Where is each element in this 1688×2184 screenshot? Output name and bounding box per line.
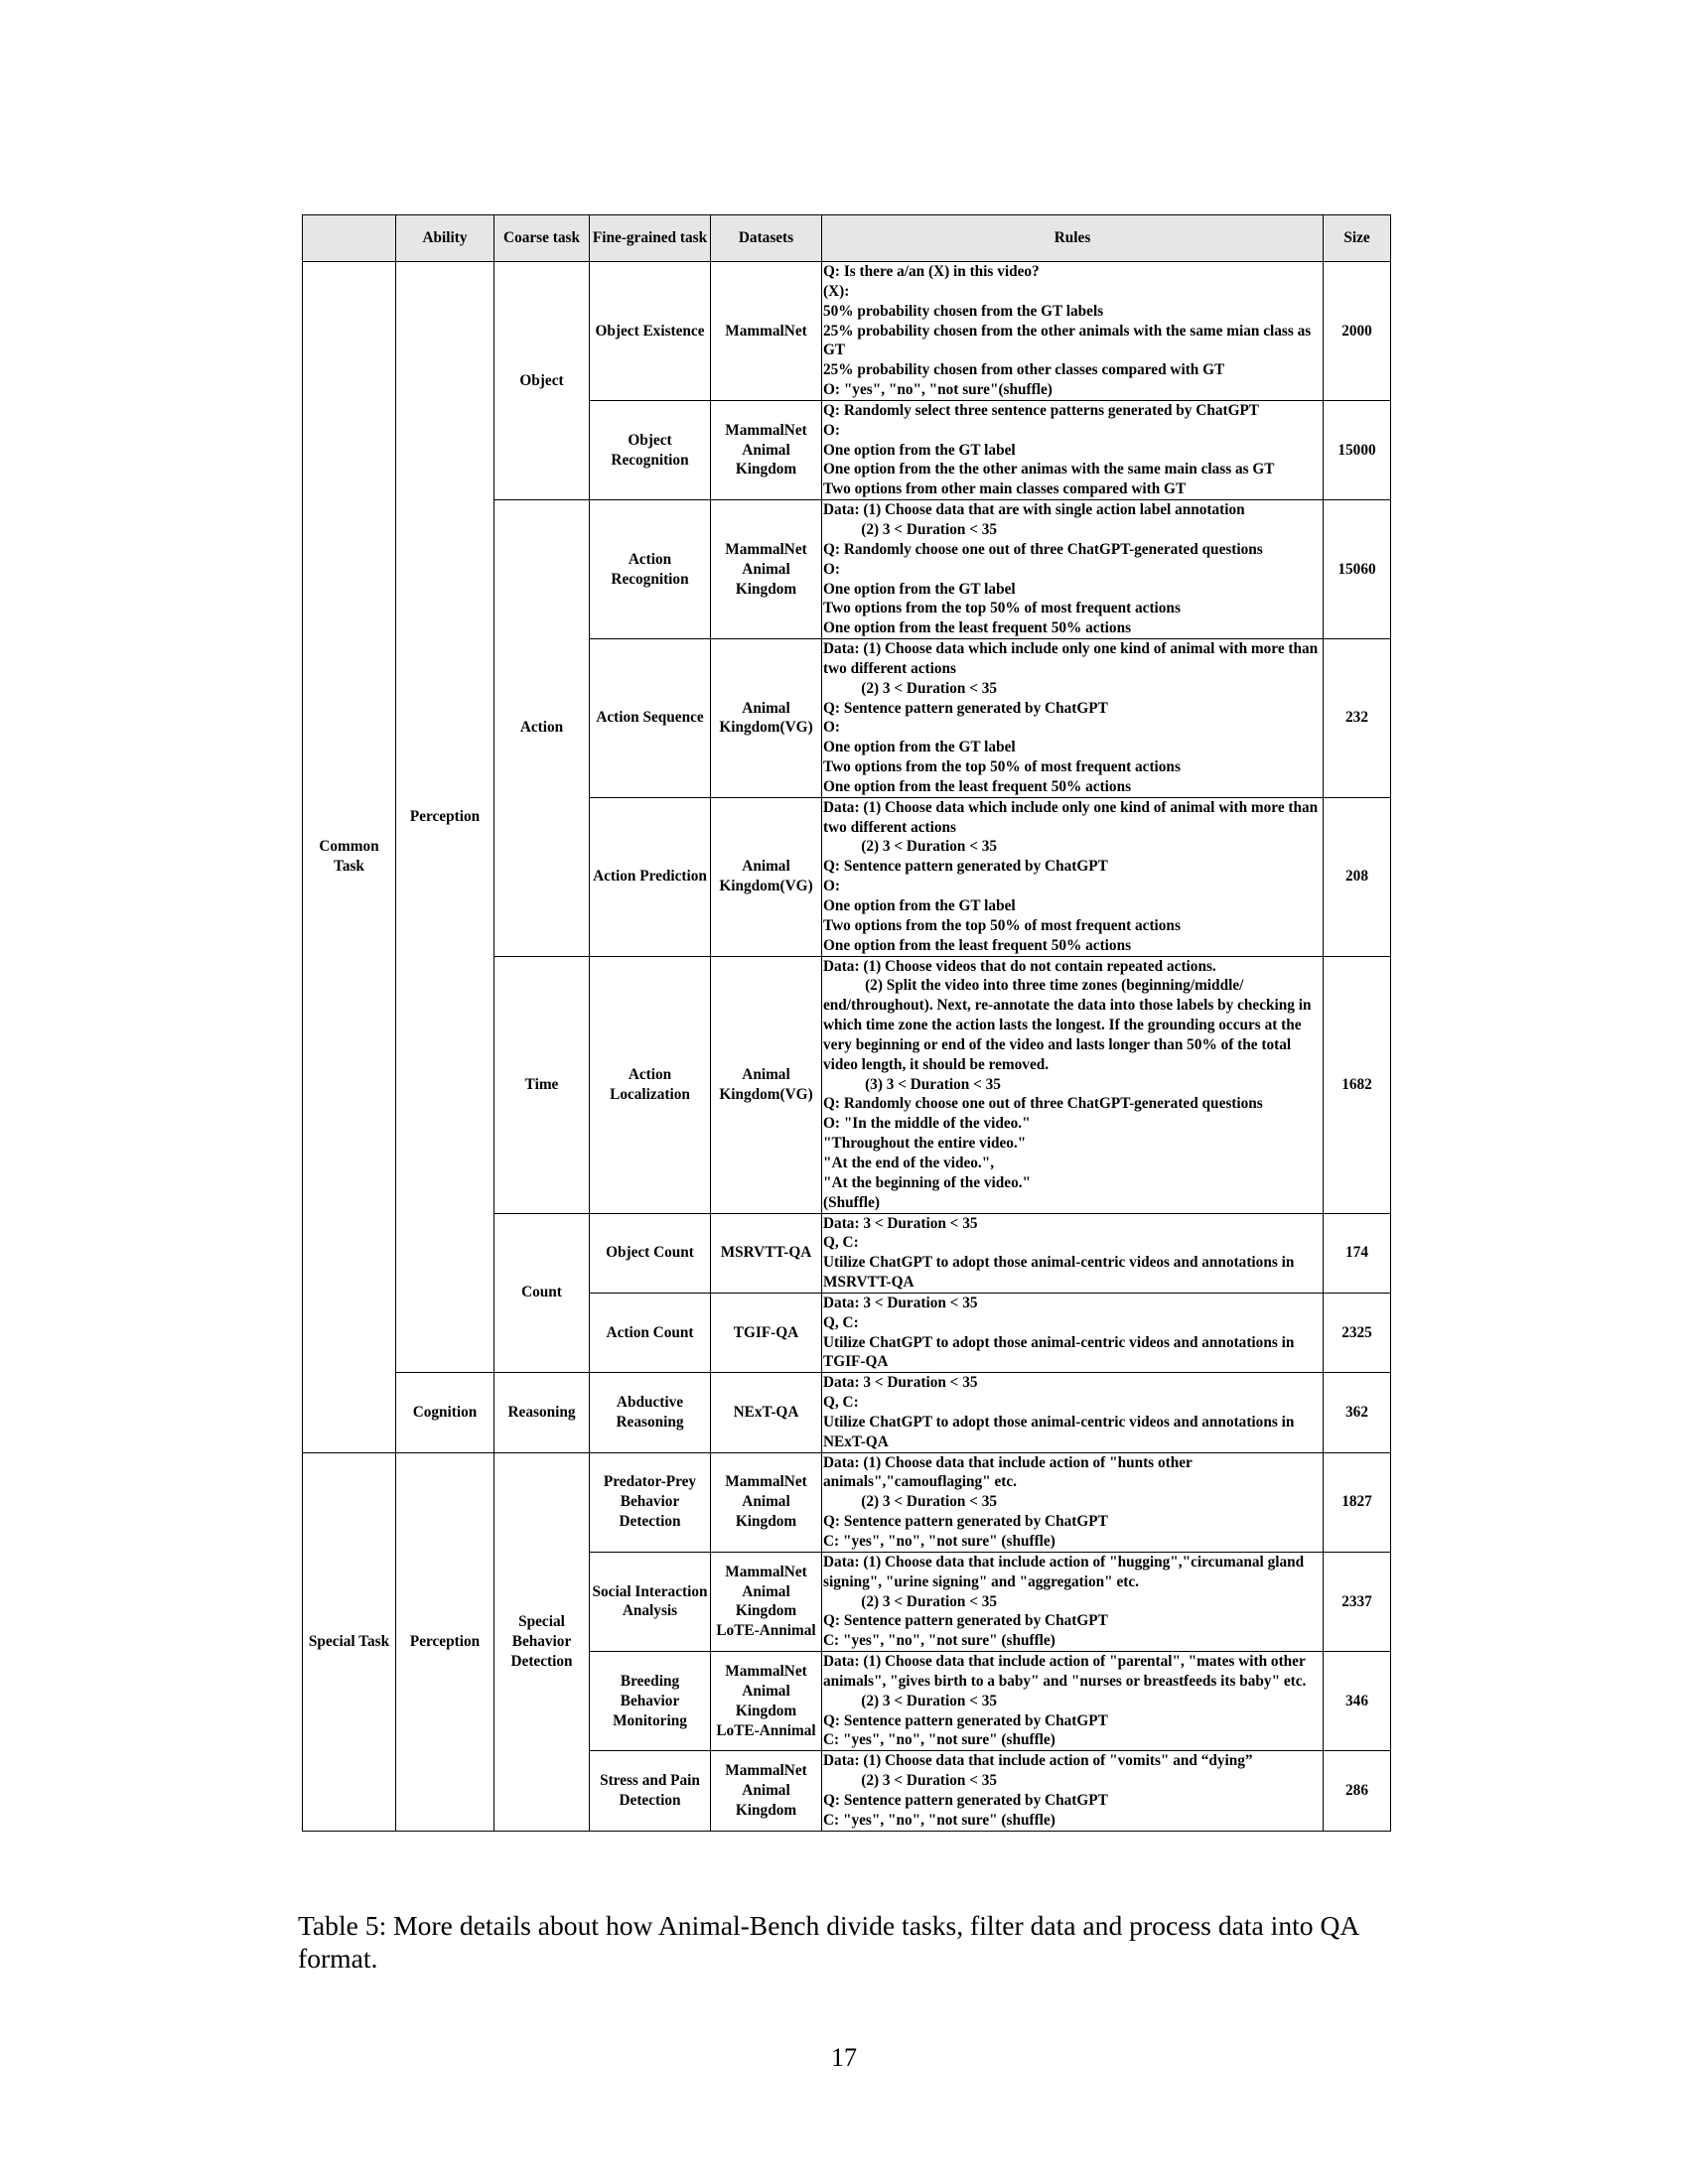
rule-line: Data: (1) Choose data that include action of "parental", "mates with other animals", "gives birth to a baby" and "nurses or breastfeeds its baby" etc. bbox=[823, 1653, 1310, 1690]
datasets-cell: NExT-QA bbox=[711, 1373, 822, 1452]
header-cell: Rules bbox=[822, 215, 1324, 262]
rules-cell bbox=[822, 639, 1324, 798]
fine-grained-task-cell: Action Count bbox=[590, 1293, 711, 1372]
rules-cell bbox=[822, 1652, 1324, 1751]
fine-grained-task-cell: Action Sequence bbox=[590, 639, 711, 798]
rule-line: Data: (1) Choose videos that do not contain repeated actions. bbox=[823, 957, 1216, 975]
rule-line: Utilize ChatGPT to adopt those animal-centric videos and annotations in TGIF-QA bbox=[823, 1333, 1298, 1371]
rule-line: Q: Is there a/an (X) in this video? bbox=[823, 263, 1040, 280]
rule-line: Two options from the top 50% of most frequent actions bbox=[823, 916, 1181, 934]
rules-cell bbox=[822, 1373, 1324, 1452]
size-cell: 208 bbox=[1324, 797, 1391, 956]
rule-line: Data: 3 < Duration < 35 bbox=[823, 1214, 978, 1232]
rule-line: "Throughout the entire video." bbox=[823, 1135, 1027, 1153]
header-cell: Fine-grained task bbox=[590, 215, 711, 262]
rules-cell bbox=[822, 500, 1324, 639]
fine-grained-task-cell: Action Recognition bbox=[590, 500, 711, 639]
rule-line: One option from the GT label bbox=[823, 580, 1016, 598]
rule-line: Data: (1) Choose data that include action of "vomits" and “dying” bbox=[823, 1752, 1253, 1770]
rule-line: Q, C: bbox=[823, 1394, 859, 1412]
rule-line: Q: Sentence pattern generated by ChatGPT bbox=[823, 1612, 1108, 1630]
coarse-task-cell: Special Behavior Detection bbox=[494, 1452, 590, 1831]
rule-line: Q: Sentence pattern generated by ChatGPT bbox=[823, 1791, 1108, 1809]
rule-line: Q: Sentence pattern generated by ChatGPT bbox=[823, 1711, 1108, 1729]
rules-cell bbox=[822, 1452, 1324, 1552]
datasets-cell: MammalNet Animal Kingdom LoTE-Annimal bbox=[711, 1652, 822, 1751]
rule-line: (2) 3 < Duration < 35 bbox=[823, 679, 998, 697]
header-row bbox=[303, 215, 1391, 262]
rule-line: 25% probability chosen from the other animals with the same mian class as GT bbox=[823, 322, 1316, 359]
header-cell: Datasets bbox=[711, 215, 822, 262]
rules-cell bbox=[822, 400, 1324, 499]
rule-line: One option from the the other animas with the same main class as GT bbox=[823, 461, 1275, 478]
rule-line: Data: 3 < Duration < 35 bbox=[823, 1374, 978, 1392]
size-cell: 2000 bbox=[1324, 262, 1391, 401]
fine-grained-task-cell: Predator-Prey Behavior Detection bbox=[590, 1452, 711, 1552]
datasets-cell: MammalNet Animal Kingdom bbox=[711, 1751, 822, 1831]
rule-line: C: "yes", "no", "not sure" (shuffle) bbox=[823, 1731, 1055, 1749]
rule-line: Q, C: bbox=[823, 1234, 859, 1252]
size-cell: 174 bbox=[1324, 1213, 1391, 1293]
rule-line: O: bbox=[823, 878, 840, 895]
ability-cell: Cognition bbox=[396, 1373, 494, 1452]
rule-line: Q: Sentence pattern generated by ChatGPT bbox=[823, 699, 1108, 717]
table-body bbox=[303, 262, 1391, 1832]
table-row bbox=[303, 1373, 1391, 1452]
fine-grained-task-cell: Object Count bbox=[590, 1213, 711, 1293]
datasets-cell: MammalNet Animal Kingdom bbox=[711, 1452, 822, 1552]
table-row bbox=[303, 1452, 1391, 1552]
rule-line: Q, C: bbox=[823, 1313, 859, 1331]
rule-line: One option from the least frequent 50% actions bbox=[823, 777, 1132, 795]
datasets-cell: TGIF-QA bbox=[711, 1293, 822, 1372]
fine-grained-task-cell: Breeding Behavior Monitoring bbox=[590, 1652, 711, 1751]
header-cell: Ability bbox=[396, 215, 494, 262]
rule-line: One option from the GT label bbox=[823, 739, 1016, 756]
details-table bbox=[302, 214, 1391, 1832]
rule-line: 25% probability chosen from other classes compared with GT bbox=[823, 361, 1225, 379]
rule-line: (2) 3 < Duration < 35 bbox=[823, 1692, 998, 1709]
size-cell: 2337 bbox=[1324, 1552, 1391, 1651]
size-cell: 1682 bbox=[1324, 956, 1391, 1213]
rule-line: One option from the least frequent 50% actions bbox=[823, 619, 1132, 637]
rules-cell bbox=[822, 262, 1324, 401]
rule-line: Two options from other main classes compared with GT bbox=[823, 480, 1187, 498]
rule-line: Q: Randomly choose one out of three ChatGPT-generated questions bbox=[823, 1095, 1263, 1113]
rules-cell bbox=[822, 1293, 1324, 1372]
fine-grained-task-cell: Object Existence bbox=[590, 262, 711, 401]
datasets-cell: MammalNet Animal Kingdom bbox=[711, 400, 822, 499]
rule-line: (2) 3 < Duration < 35 bbox=[823, 838, 998, 856]
size-cell: 286 bbox=[1324, 1751, 1391, 1831]
rule-line: One option from the GT label bbox=[823, 897, 1016, 914]
rules-cell bbox=[822, 797, 1324, 956]
rule-line: (2) 3 < Duration < 35 bbox=[823, 520, 998, 538]
size-cell: 362 bbox=[1324, 1373, 1391, 1452]
datasets-cell: MammalNet Animal Kingdom LoTE-Annimal bbox=[711, 1552, 822, 1651]
table-row bbox=[303, 262, 1391, 401]
header-cell bbox=[303, 215, 396, 262]
rule-line: Data: 3 < Duration < 35 bbox=[823, 1294, 978, 1311]
rule-line: Utilize ChatGPT to adopt those animal-centric videos and annotations in NExT-QA bbox=[823, 1413, 1299, 1450]
datasets-cell: MammalNet bbox=[711, 262, 822, 401]
rule-line: Q: Sentence pattern generated by ChatGPT bbox=[823, 1513, 1108, 1531]
rule-line: Q: Randomly choose one out of three ChatGPT-generated questions bbox=[823, 540, 1263, 558]
rule-line: (3) 3 < Duration < 35 bbox=[823, 1075, 1001, 1093]
datasets-cell: Animal Kingdom(VG) bbox=[711, 797, 822, 956]
rule-line: Two options from the top 50% of most frequent actions bbox=[823, 758, 1181, 776]
rule-line: Two options from the top 50% of most frequent actions bbox=[823, 600, 1181, 617]
rules-cell bbox=[822, 956, 1324, 1213]
rule-line: (Shuffle) bbox=[823, 1193, 880, 1211]
coarse-task-cell: Object bbox=[494, 262, 590, 500]
rule-line: Q: Randomly select three sentence patterns generated by ChatGPT bbox=[823, 401, 1260, 419]
rule-line: O: bbox=[823, 560, 840, 578]
rule-line: (2) 3 < Duration < 35 bbox=[823, 1772, 998, 1790]
rule-line: Data: (1) Choose data that include action of "hugging","circumanal gland signing", "urine signing" and "aggregation" etc. bbox=[823, 1553, 1308, 1590]
rule-line: O: "In the middle of the video." bbox=[823, 1115, 1031, 1133]
rule-line: (2) Split the video into three time zones (beginning/middle/ end/throughout). Next, re-annotate the data into those labels by checking in which time zone the action lasts the longest. If the grounding occurs at the very beginning or end of the video and lasts longer than 50% of the total video length, it should be removed. bbox=[823, 977, 1316, 1073]
rule-line: Q: Sentence pattern generated by ChatGPT bbox=[823, 858, 1108, 876]
fine-grained-task-cell: Stress and Pain Detection bbox=[590, 1751, 711, 1831]
table-caption: Table 5: More details about how Animal-Bench divide tasks, filter data and process data into QA format. bbox=[298, 1910, 1358, 1974]
rules-cell bbox=[822, 1751, 1324, 1831]
task-group-cell: Common Task bbox=[303, 262, 396, 1453]
rule-line: Data: (1) Choose data that include action of "hunts other animals","camouflaging" etc. bbox=[823, 1453, 1196, 1491]
rule-line: 50% probability chosen from the GT labels bbox=[823, 302, 1104, 320]
fine-grained-task-cell: Abductive Reasoning bbox=[590, 1373, 711, 1452]
rule-line: O: bbox=[823, 719, 840, 737]
size-cell: 15000 bbox=[1324, 400, 1391, 499]
rule-line: (2) 3 < Duration < 35 bbox=[823, 1493, 998, 1511]
rule-line: C: "yes", "no", "not sure" (shuffle) bbox=[823, 1811, 1055, 1829]
rule-line: One option from the least frequent 50% actions bbox=[823, 936, 1132, 954]
rule-line: C: "yes", "no", "not sure" (shuffle) bbox=[823, 1533, 1055, 1550]
rule-line: Utilize ChatGPT to adopt those animal-centric videos and annotations in MSRVTT-QA bbox=[823, 1254, 1299, 1292]
rule-line: Data: (1) Choose data which include only one kind of animal with more than two different actions bbox=[823, 798, 1323, 836]
rules-cell bbox=[822, 1213, 1324, 1293]
header-cell: Size bbox=[1324, 215, 1391, 262]
task-group-cell: Special Task bbox=[303, 1452, 396, 1831]
header-cell: Coarse task bbox=[494, 215, 590, 262]
datasets-cell: Animal Kingdom(VG) bbox=[711, 639, 822, 798]
ability-cell: Perception bbox=[396, 262, 494, 1373]
ability-cell: Perception bbox=[396, 1452, 494, 1831]
page-number: 17 bbox=[831, 2043, 857, 2072]
size-cell: 2325 bbox=[1324, 1293, 1391, 1372]
rule-line: O: bbox=[823, 421, 840, 439]
coarse-task-cell: Time bbox=[494, 956, 590, 1213]
coarse-task-cell: Count bbox=[494, 1213, 590, 1373]
datasets-cell: MammalNet Animal Kingdom bbox=[711, 500, 822, 639]
fine-grained-task-cell: Object Recognition bbox=[590, 400, 711, 499]
rule-line: Data: (1) Choose data that are with single action label annotation bbox=[823, 501, 1245, 519]
rule-line: C: "yes", "no", "not sure" (shuffle) bbox=[823, 1632, 1055, 1650]
rule-line: "At the end of the video.", bbox=[823, 1154, 995, 1171]
rule-line: One option from the GT label bbox=[823, 441, 1016, 459]
rule-line: (X): bbox=[823, 282, 850, 300]
rules-cell bbox=[822, 1552, 1324, 1651]
coarse-task-cell: Action bbox=[494, 500, 590, 956]
fine-grained-task-cell: Action Prediction bbox=[590, 797, 711, 956]
datasets-cell: MSRVTT-QA bbox=[711, 1213, 822, 1293]
size-cell: 232 bbox=[1324, 639, 1391, 798]
size-cell: 1827 bbox=[1324, 1452, 1391, 1552]
size-cell: 15060 bbox=[1324, 500, 1391, 639]
size-cell: 346 bbox=[1324, 1652, 1391, 1751]
fine-grained-task-cell: Social Interaction Analysis bbox=[590, 1552, 711, 1651]
coarse-task-cell: Reasoning bbox=[494, 1373, 590, 1452]
rule-line: (2) 3 < Duration < 35 bbox=[823, 1592, 998, 1610]
datasets-cell: Animal Kingdom(VG) bbox=[711, 956, 822, 1213]
fine-grained-task-cell: Action Localization bbox=[590, 956, 711, 1213]
rule-line: Data: (1) Choose data which include only one kind of animal with more than two different actions bbox=[823, 640, 1323, 677]
rule-line: "At the beginning of the video." bbox=[823, 1173, 1032, 1191]
rule-line: O: "yes", "no", "not sure"(shuffle) bbox=[823, 381, 1053, 399]
